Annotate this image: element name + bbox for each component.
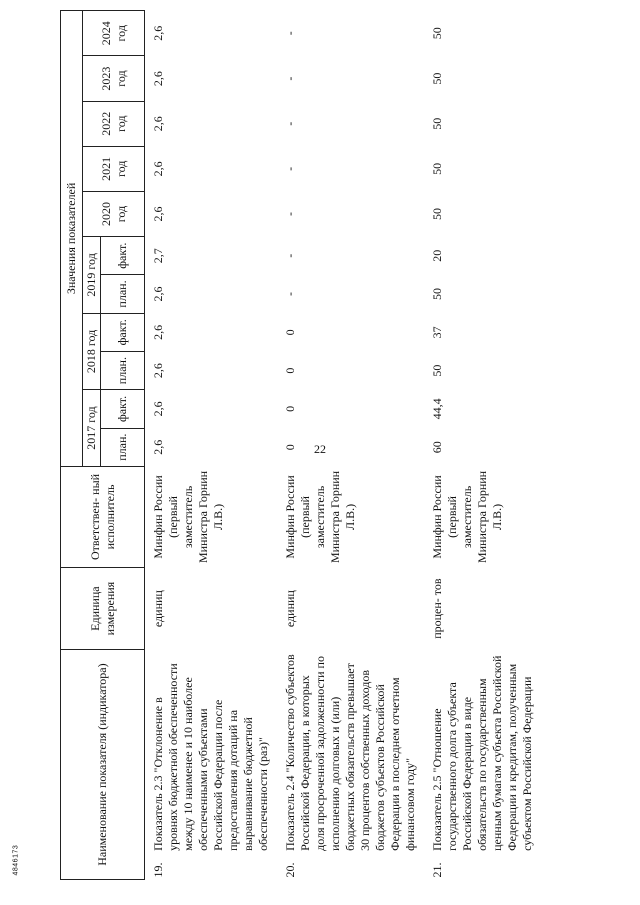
header-year-2023: 2023 год (83, 56, 145, 101)
header-year-2018: 2018 год (83, 313, 101, 390)
value-2019-plan: 50 (430, 288, 444, 301)
value-2021: 2,6 (151, 161, 165, 177)
header-plan-2018: план. (101, 351, 145, 389)
value-2018-plan: 2,6 (151, 363, 165, 379)
indicator-table (60, 10, 541, 880)
header-responsible: Ответствен- ный исполнитель (61, 466, 145, 567)
rotated-table-container (60, 10, 605, 880)
indicator-name: Показатель 2.5 "Отношение государственного долга субъекта Российской Федерации в виде обязательств по государственным ценным бумагам субъекта Российской Федерации и кредитам, полученным субъектом Российской Федерации (430, 655, 534, 851)
value-2018-fact: 2,6 (151, 324, 165, 340)
value-2017-fact: 2,6 (151, 401, 165, 417)
table-row (424, 11, 541, 880)
header-name: Наименование показателя (индикатора) (61, 650, 145, 880)
value-2024: - (283, 31, 297, 36)
header-unit: Единица измерения (61, 568, 145, 650)
value-2019-plan: 2,6 (151, 286, 165, 302)
indicator-responsible: Минфин России (первый заместитель Министра Горнин Л.В.) (430, 470, 504, 564)
header-year-2022: 2022 год (83, 101, 145, 146)
row-number: 20. (283, 862, 297, 878)
value-2017-plan: 2,6 (151, 439, 165, 455)
indicator-unit: единиц (151, 590, 165, 628)
indicator-unit: единиц (283, 590, 297, 628)
value-2017-fact: 0 (283, 405, 297, 412)
value-2022: 50 (430, 117, 444, 130)
value-2019-fact: - (283, 253, 297, 258)
value-2019-fact: 2,7 (151, 248, 165, 264)
value-2022: - (283, 121, 297, 126)
header-year-2019: 2019 год (83, 237, 101, 314)
header-year-2020: 2020 год (83, 191, 145, 236)
value-2018-plan: 50 (430, 364, 444, 377)
value-2018-fact: 0 (283, 329, 297, 336)
value-2021: - (283, 166, 297, 171)
row-number: 21. (430, 862, 444, 878)
header-fact-2019: факт. (101, 237, 145, 275)
header-year-2017: 2017 год (83, 390, 101, 467)
header-year-2021: 2021 год (83, 146, 145, 191)
value-2023: 50 (430, 72, 444, 85)
header-fact-2018: факт. (101, 313, 145, 351)
value-2024: 2,6 (151, 25, 165, 41)
header-plan-2019: план. (101, 275, 145, 313)
value-2021: 50 (430, 162, 444, 175)
value-2020: 2,6 (151, 206, 165, 222)
row-number: 19. (151, 862, 165, 878)
value-2019-plan: - (283, 292, 297, 297)
value-2018-plan: 0 (283, 367, 297, 374)
indicator-unit: процен- тов (430, 578, 444, 639)
header-fact-2017: факт. (101, 390, 145, 428)
value-2023: - (283, 76, 297, 81)
value-2019-fact: 20 (430, 249, 444, 262)
table-row (145, 11, 278, 880)
header-values-group: Значения показателей (61, 11, 83, 467)
indicator-name: Показатель 2.4 "Количество субъектов Российской Федерации, в которых доля просроченной задолженности по исполнению долговых и (или) бюджетных обязательств превышает 30 процентов собственных доходов бюджетов субъектов Российской Федерации в последнем отчетном финансовом году" (283, 654, 417, 851)
header-year-2024: 2024 год (83, 11, 145, 57)
page-number: 22 (314, 442, 326, 456)
value-2020: - (283, 212, 297, 216)
value-2020: 50 (430, 208, 444, 220)
value-2017-plan: 60 (430, 441, 444, 454)
value-2024: 50 (430, 27, 444, 40)
header-plan-2017: план. (101, 428, 145, 466)
document-code: 4846173 (12, 844, 20, 876)
indicator-responsible: Минфин России (первый заместитель Министра Горнин Л.В.) (151, 470, 225, 564)
value-2023: 2,6 (151, 71, 165, 87)
indicator-responsible: Минфин России (первый заместитель Министра Горнин Л.В.) (283, 470, 357, 564)
value-2018-fact: 37 (430, 326, 444, 339)
indicator-name: Показатель 2.3 "Отклонение в уровнях бюджетной обеспеченности между 10 наименее и 10 наиболее обеспеченными субъектами Российской Федерации после предоставления дотаций на выравнивание бюджетной обеспеченности (раз)" (151, 663, 270, 851)
value-2017-plan: 0 (283, 444, 297, 451)
value-2017-fact: 44,4 (430, 398, 444, 420)
table-row (277, 11, 424, 880)
value-2022: 2,6 (151, 116, 165, 132)
